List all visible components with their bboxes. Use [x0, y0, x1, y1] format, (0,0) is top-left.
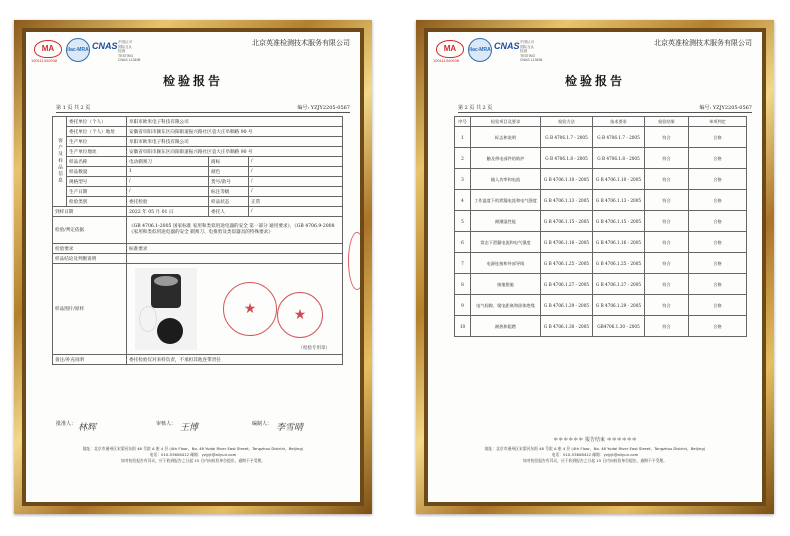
row-label: 委托单位（个人） — [67, 117, 127, 127]
row-label: 委托单位（个人）地址 — [67, 127, 127, 137]
row-label: 样品结论及判断说明 — [53, 254, 127, 264]
inspection-seal-stamp — [277, 292, 323, 338]
column-header: 检验项目及要求 — [471, 117, 541, 127]
cell-item: 工作温度下的泄漏电流和电气强度 — [471, 190, 541, 211]
cell-result: 符合 — [645, 232, 689, 253]
row-value: 委托检验 — [127, 197, 209, 207]
row-label: 备注/补充说明 — [53, 355, 127, 365]
table-row — [455, 232, 747, 253]
cell-no: 1 — [455, 127, 471, 148]
row-label: 检验要求 — [53, 244, 127, 254]
row-label: 颜色 — [209, 167, 249, 177]
row-value — [127, 254, 343, 264]
organization-name: 北京英准检测技术服务有限公司 — [654, 39, 752, 47]
row-label: 检验类别 — [67, 197, 127, 207]
sample-photo-cell — [127, 264, 343, 355]
side-label: 客户及样品信息 — [53, 117, 67, 207]
cell-verdict: 合格 — [689, 127, 747, 148]
cell-method: G B 4706.1.15 - 2005 — [541, 211, 593, 232]
cell-no: 2 — [455, 148, 471, 169]
cell-no: 7 — [455, 253, 471, 274]
signature-line — [56, 420, 350, 432]
cell-verdict: 合格 — [689, 211, 747, 232]
row-label: 到样日期 — [53, 207, 127, 217]
table-row — [53, 217, 343, 244]
cell-result: 符合 — [645, 211, 689, 232]
row-value: 阜阳市欧米电子科技有限公司 — [127, 137, 343, 147]
row-label: 样品数量 — [67, 167, 127, 177]
footer-notice: 如对检验报告有异议，应于收到报告之日起 15 日内向检验单位提出，逾期不予受理。 — [121, 458, 265, 463]
report-page-2 — [428, 32, 762, 502]
cell-verdict: 合格 — [689, 274, 747, 295]
cell-req: G B 4706.1.10 - 2005 — [593, 169, 645, 190]
cell-method: G B 4706.1.25 - 2005 — [541, 253, 593, 274]
page-header — [56, 104, 350, 113]
row-value: 安徽省阜阳市颍东区向阳街道振兴路社区袁大庄阜顺路 90 号 — [127, 147, 343, 157]
edge-seal-stamp — [348, 232, 360, 290]
cell-item: 电气间隙、爬电距离和固体绝缘 — [471, 295, 541, 316]
approver-label: 批准人： — [56, 421, 77, 427]
row-value: 委托检验仅对来样负责，不承担其他连带责任 — [127, 355, 343, 365]
table-row — [53, 157, 343, 167]
cell-item: 触及带电部件的防护 — [471, 148, 541, 169]
cell-no: 4 — [455, 190, 471, 211]
cell-req: G B 4706.1.15 - 2005 — [593, 211, 645, 232]
test-results-table — [454, 116, 747, 337]
left-certificate-frame — [14, 20, 372, 514]
row-label: 商标 — [209, 157, 249, 167]
table-row — [455, 295, 747, 316]
shaver-cap — [157, 318, 183, 344]
cell-result: 符合 — [645, 274, 689, 295]
table-row — [53, 254, 343, 264]
cell-verdict: 合格 — [689, 253, 747, 274]
row-label: 生产单位地址 — [67, 147, 127, 157]
sample-info-table — [52, 116, 343, 365]
cell-result: 符合 — [645, 148, 689, 169]
ilac-logo-icon: ilac-MRA — [468, 38, 492, 62]
seal-caption: （检验专用章） — [298, 346, 330, 351]
table-row — [53, 117, 343, 127]
column-header: 技术要求 — [593, 117, 645, 127]
table-row — [53, 147, 343, 157]
row-label: 生产单位 — [67, 137, 127, 147]
cell-result: 符合 — [645, 295, 689, 316]
inspection-seal-stamp — [223, 282, 277, 336]
table-row — [53, 167, 343, 177]
cell-result: 符合 — [645, 316, 689, 337]
cell-result: 符合 — [645, 127, 689, 148]
report-number: 编号: YZJY2205-0567 — [699, 105, 752, 111]
ilac-logo-icon: ilac-MRA — [66, 38, 90, 62]
cell-no: 8 — [455, 274, 471, 295]
right-certificate-frame — [416, 20, 774, 514]
row-value: / — [127, 187, 209, 197]
shaver-head — [154, 276, 178, 286]
table-row — [53, 264, 343, 355]
report-page-1 — [26, 32, 360, 502]
results-body — [455, 127, 747, 337]
report-title: 检验报告 — [564, 74, 625, 88]
table-row — [53, 207, 343, 217]
cell-item: 耐潮湿性能 — [471, 211, 541, 232]
cell-no: 9 — [455, 295, 471, 316]
page-header — [458, 104, 752, 113]
page-label: 第 1 页 共 2 页 — [56, 105, 91, 111]
row-value: 正常 — [249, 197, 343, 207]
cell-result: 符合 — [645, 253, 689, 274]
row-value: 1 — [127, 167, 209, 177]
cell-req: G B 4706.1.13 - 2005 — [593, 190, 645, 211]
table-row — [53, 244, 343, 254]
editor-label: 编制人： — [252, 421, 273, 427]
ma-logo-icon: MA — [34, 40, 62, 58]
footer-address: 地址：北京市通州区宋梁河东街 46 号院 A 座 4 层 (4th Floor，No. 46 Yudai River East Street，Tongzhou District，Beijing) — [484, 446, 706, 451]
cell-item: 电源连接和外部导线 — [471, 253, 541, 274]
cell-req: G B 4706.1.25 - 2005 — [593, 253, 645, 274]
ma-number: 190111340938 — [31, 58, 58, 63]
cnas-subtext: 中国认可 国际互认 检测 TESTING CNAS L13498 — [520, 40, 543, 62]
page-footer — [26, 446, 360, 464]
cell-item: 耐热和阻燃 — [471, 316, 541, 337]
table-row — [53, 177, 343, 187]
row-label: 标注等级 — [209, 187, 249, 197]
table-row — [455, 169, 747, 190]
cell-no: 5 — [455, 211, 471, 232]
cell-method: G B 4706.1.30 - 2005 — [541, 316, 593, 337]
cell-no: 10 — [455, 316, 471, 337]
star-icon: ★ — [243, 301, 257, 317]
sample-photo — [127, 264, 342, 354]
cell-req: G B 4706.1.7 - 2005 — [593, 127, 645, 148]
cell-req: G B 4706.1.16 - 2005 — [593, 232, 645, 253]
row-value: 标准要求 — [127, 244, 343, 254]
cell-method: G B 4706.1.27 - 2005 — [541, 274, 593, 295]
row-label: 样品名称 — [67, 157, 127, 167]
table-row — [455, 253, 747, 274]
row-value: 电动剃须刀 — [127, 157, 209, 167]
table-row — [53, 197, 343, 207]
column-header: 检验方法 — [541, 117, 593, 127]
row-label: 检验/判定依据 — [53, 217, 127, 244]
table-row — [455, 127, 747, 148]
row-label: 规格型号 — [67, 177, 127, 187]
accreditation-logos — [31, 38, 144, 64]
cell-req: G B 4706.1.29 - 2005 — [593, 295, 645, 316]
reviewer-label: 审核人： — [156, 421, 177, 427]
cell-verdict: 合格 — [689, 232, 747, 253]
ma-number: 190111340938 — [433, 58, 460, 63]
table-header-row — [455, 117, 747, 127]
cell-verdict: 合格 — [689, 148, 747, 169]
footer-notice: 如对检验报告有异议，应于收到报告之日起 15 日内向检验单位提出，逾期不予受理。 — [523, 458, 667, 463]
table-row — [455, 316, 747, 337]
footer-contact: 电话：010-53608412 邮箱：yzjyjt@aliyun.com — [149, 452, 237, 457]
cell-no: 3 — [455, 169, 471, 190]
row-value: / — [249, 207, 343, 217]
row-value: 2022 年 05 月 01 日 — [127, 207, 209, 217]
cell-method: G B 4706.1.10 - 2005 — [541, 169, 593, 190]
star-icon: ★ — [293, 307, 307, 323]
cell-method: G B 4706.1.13 - 2005 — [541, 190, 593, 211]
editor-signature: 李雪晴 — [276, 423, 304, 433]
approver-signature: 林辉 — [78, 423, 97, 433]
reviewer-signature: 王博 — [180, 423, 199, 433]
table-row — [455, 274, 747, 295]
row-label: 样品图片/原样 — [53, 264, 127, 355]
row-value: / — [249, 157, 343, 167]
cell-method: G B 4706.1.7 - 2005 — [541, 127, 593, 148]
footer-address: 地址：北京市通州区宋梁河东街 46 号院 A 座 4 层 (4th Floor，No. 46 Yudai River East Street，Tongzhou District，Beijing) — [82, 446, 304, 451]
page-footer — [428, 446, 762, 464]
cell-method: G B 4706.1.16 - 2005 — [541, 232, 593, 253]
organization-name: 北京英准检测技术服务有限公司 — [252, 39, 350, 47]
column-header: 检验结果 — [645, 117, 689, 127]
cell-result: 符合 — [645, 190, 689, 211]
cell-method: G B 4706.1.8 - 2005 — [541, 148, 593, 169]
cell-no: 6 — [455, 232, 471, 253]
shaver-image — [135, 268, 197, 350]
row-value: / — [249, 187, 343, 197]
row-label: 样品状态 — [209, 197, 249, 207]
table-row — [455, 211, 747, 232]
cell-method: G B 4706.1.29 - 2005 — [541, 295, 593, 316]
cnas-logo-icon: CNAS — [494, 41, 520, 51]
table-row — [53, 355, 343, 365]
cell-verdict: 合格 — [689, 316, 747, 337]
footer-contact: 电话：010-53608412 邮箱：yzjyjt@aliyun.com — [551, 452, 639, 457]
cell-req: G B 4706.1.8 - 2005 — [593, 148, 645, 169]
row-value: 阜阳市欧米电子科技有限公司 — [127, 117, 343, 127]
row-value: 《GB 4706.1-2005 国家标准 家用和类似用途电器的安全 第一部分 通用要求》，《GB 4706.9-2008《家用和类似用途电器的安全 剃须刀、电推剪及类似器具的特殊要求》 — [127, 217, 343, 244]
cell-item: 标志和说明 — [471, 127, 541, 148]
ma-logo-icon: MA — [436, 40, 464, 58]
row-value: / — [249, 177, 343, 187]
table-row — [455, 190, 747, 211]
report-title: 检验报告 — [162, 74, 223, 88]
accreditation-logos — [433, 38, 546, 64]
cnas-subtext: 中国认可 国际互认 检测 TESTING CNAS L13498 — [118, 40, 141, 62]
cell-verdict: 合格 — [689, 190, 747, 211]
cnas-logo-icon: CNAS — [92, 41, 118, 51]
row-value: / — [249, 167, 343, 177]
table-row — [53, 127, 343, 137]
row-value: 安徽省阜阳市颍东区向阳街道振兴路社区袁大庄阜顺路 90 号 — [127, 127, 343, 137]
table-row — [53, 137, 343, 147]
table-row — [53, 187, 343, 197]
cell-item: 常态下泄漏电流和电气强度 — [471, 232, 541, 253]
row-label: 委托人 — [209, 207, 249, 217]
report-number: 编号: YZJY2205-0567 — [297, 105, 350, 111]
cell-req: G B 4706.1.27 - 2005 — [593, 274, 645, 295]
report-end-note: ＊＊＊＊＊＊ 报告结束 ＊＊＊＊＊＊ — [553, 437, 637, 443]
cell-item: 接地措施 — [471, 274, 541, 295]
table-row — [455, 148, 747, 169]
cell-item: 输入功率和电流 — [471, 169, 541, 190]
shaver-cable — [139, 306, 157, 332]
page-label: 第 2 页 共 2 页 — [458, 105, 493, 111]
cell-req: GB4706.1.30 - 2005 — [593, 316, 645, 337]
column-header: 序号 — [455, 117, 471, 127]
row-value: / — [127, 177, 209, 187]
row-label: 货号/款号 — [209, 177, 249, 187]
cell-verdict: 合格 — [689, 169, 747, 190]
column-header: 单项判定 — [689, 117, 747, 127]
row-label: 生产日期 — [67, 187, 127, 197]
cell-result: 符合 — [645, 169, 689, 190]
cell-verdict: 合格 — [689, 295, 747, 316]
